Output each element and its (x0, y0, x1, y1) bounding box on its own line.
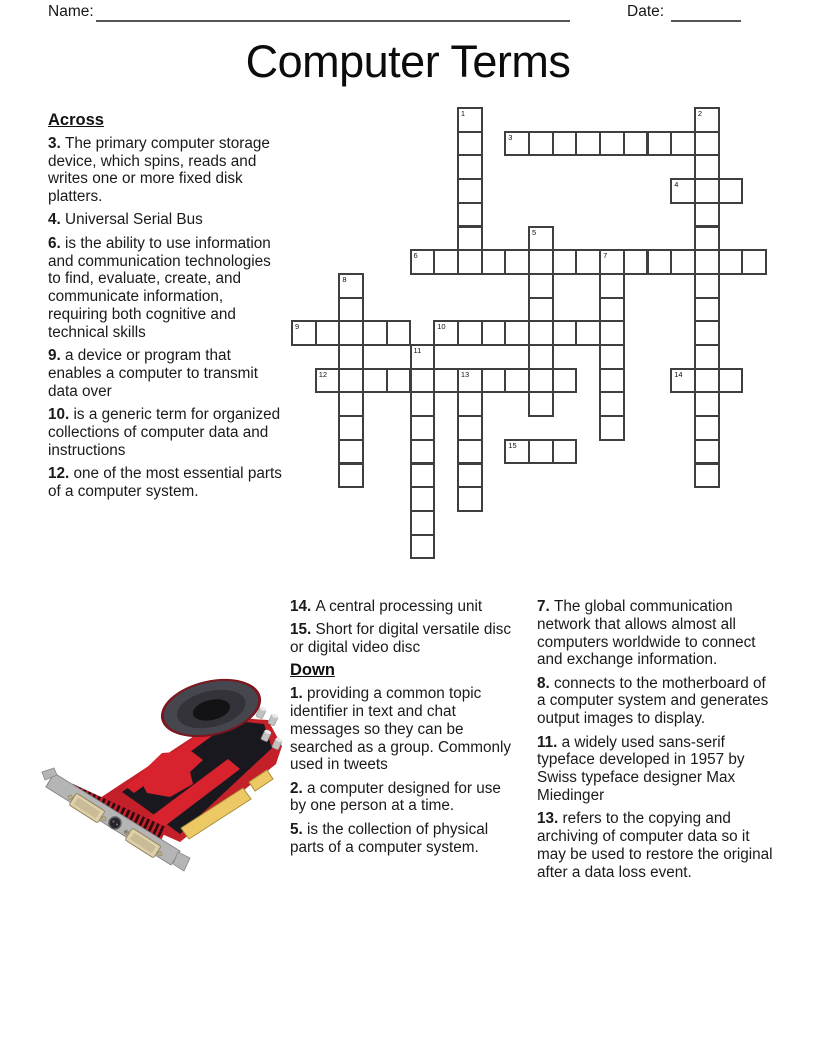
clue-number: 9. (48, 347, 66, 365)
clue-text: is the ability to use information and communication technologies to find, evaluate, create, and communicate information, requiring both cognitive and technical skills (48, 234, 271, 341)
grid-cell[interactable] (457, 368, 483, 394)
clue-text: Universal Serial Bus (65, 211, 203, 229)
grid-cell[interactable] (338, 273, 364, 299)
clue-number: 8. (537, 674, 555, 692)
grid-cell[interactable] (575, 131, 601, 157)
grid-cell[interactable] (718, 249, 744, 275)
grid-cell[interactable] (410, 368, 436, 394)
clue-text: Short for digital versatile disc or digital video disc (290, 621, 512, 657)
grid-cell[interactable] (599, 249, 625, 275)
grid-cell[interactable] (457, 415, 483, 441)
cell-number: 14 (674, 369, 683, 379)
clue-text: connects to the motherboard of a computer system and generates output images to display. (537, 674, 769, 728)
clue-text: a device or program that enables a computer to transmit data over (48, 347, 259, 400)
clue-text: The primary computer storage device, which spins, reads and writes one or more fixed disk platters. (48, 134, 270, 206)
grid-cell[interactable] (410, 510, 436, 536)
grid-cell[interactable] (457, 249, 483, 275)
clue-item (537, 675, 775, 728)
gpu-svideo-port (109, 817, 121, 829)
crossword-grid (291, 107, 768, 560)
grid-cell[interactable] (623, 249, 649, 275)
clue-column-down (537, 598, 775, 887)
grid-cell[interactable] (552, 131, 578, 157)
grid-cell[interactable] (647, 249, 673, 275)
page-title: Computer Terms (245, 36, 571, 87)
grid-cell[interactable] (694, 415, 720, 441)
grid-cell[interactable] (457, 463, 483, 489)
grid-cell[interactable] (599, 415, 625, 441)
grid-cell[interactable] (338, 368, 364, 394)
clue-item (48, 135, 283, 206)
grid-cell[interactable] (291, 320, 317, 346)
grid-cell[interactable] (528, 131, 554, 157)
grid-cell[interactable] (457, 202, 483, 228)
grid-cell[interactable] (575, 320, 601, 346)
grid-cell[interactable] (457, 439, 483, 465)
cell-number: 1 (460, 109, 466, 118)
grid-cell[interactable] (528, 368, 554, 394)
grid-cell[interactable] (528, 297, 554, 323)
grid-cell[interactable] (338, 439, 364, 465)
clue-item (537, 734, 775, 805)
clue-item (48, 465, 283, 501)
grid-cell[interactable] (481, 320, 507, 346)
clue-number: 1. (290, 685, 308, 703)
name-label: Name: (48, 3, 94, 20)
grid-cell[interactable] (338, 415, 364, 441)
grid-cell[interactable] (410, 486, 436, 512)
clue-text: one of the most essential parts of a computer system. (48, 464, 282, 500)
clue-number: 10. (48, 405, 74, 423)
grid-cell[interactable] (528, 439, 554, 465)
grid-cell[interactable] (481, 249, 507, 275)
grid-cell[interactable] (362, 320, 388, 346)
grid-cell[interactable] (670, 368, 696, 394)
grid-cell[interactable] (694, 202, 720, 228)
grid-cell[interactable] (410, 344, 436, 370)
cell-number: 11 (413, 346, 422, 355)
grid-cell[interactable] (504, 320, 530, 346)
grid-cell[interactable] (599, 297, 625, 323)
grid-cell[interactable] (528, 391, 554, 417)
clue-section-heading: Down (290, 661, 335, 680)
clue-item (48, 406, 283, 459)
grid-cell[interactable] (362, 368, 388, 394)
grid-cell[interactable] (599, 344, 625, 370)
grid-cell[interactable] (504, 368, 530, 394)
cell-number: 3 (508, 132, 513, 142)
clue-item (48, 235, 283, 342)
clue-item (48, 347, 283, 400)
grid-cell[interactable] (694, 273, 720, 299)
grid-cell[interactable] (457, 391, 483, 417)
grid-cell[interactable] (599, 391, 625, 417)
clue-text: a computer designed for use by one person at a time. (290, 779, 501, 815)
grid-cell[interactable] (599, 320, 625, 346)
clue-text: is a generic term for organized collections of computer data and instructions (48, 405, 281, 459)
clue-number: 7. (537, 598, 555, 615)
grid-cell[interactable] (433, 368, 459, 394)
cell-number: 2 (697, 109, 703, 118)
grid-cell[interactable] (694, 439, 720, 465)
clue-number: 14. (290, 598, 316, 615)
grid-cell[interactable] (338, 320, 364, 346)
grid-cell[interactable] (457, 178, 483, 204)
grid-cell[interactable] (457, 320, 483, 346)
clue-column-across (48, 111, 283, 506)
clue-text: providing a common topic identifier in text and chat messages so they can be searched as a group. Commonly used in tweets (290, 685, 512, 774)
grid-cell[interactable] (410, 463, 436, 489)
grid-cell[interactable] (338, 391, 364, 417)
grid-cell[interactable] (599, 273, 625, 299)
grid-cell[interactable] (694, 320, 720, 346)
grid-cell[interactable] (694, 297, 720, 323)
clue-number: 5. (290, 820, 308, 838)
grid-cell[interactable] (552, 320, 578, 346)
clue-number: 11. (537, 733, 562, 751)
grid-cell[interactable] (694, 391, 720, 417)
clue-number: 15. (290, 621, 316, 639)
cell-number: 7 (603, 251, 608, 261)
grid-cell[interactable] (552, 249, 578, 275)
grid-cell[interactable] (410, 249, 436, 275)
clue-item (290, 780, 520, 816)
grid-cell[interactable] (528, 320, 554, 346)
date-input-line[interactable] (671, 2, 741, 22)
grid-cell[interactable] (528, 226, 554, 252)
grid-cell[interactable] (670, 178, 696, 204)
grid-cell[interactable] (410, 534, 436, 560)
grid-cell[interactable] (718, 178, 744, 204)
grid-cell[interactable] (481, 368, 507, 394)
grid-cell[interactable] (599, 368, 625, 394)
grid-cell[interactable] (623, 131, 649, 157)
cell-number: 6 (413, 251, 418, 261)
clue-item (537, 810, 775, 881)
clue-number: 2. (290, 779, 308, 797)
clue-item (290, 821, 520, 857)
grid-cell[interactable] (457, 107, 483, 133)
clue-item (290, 685, 520, 774)
grid-cell[interactable] (386, 368, 412, 394)
grid-cell[interactable] (433, 320, 459, 346)
clue-text: A central processing unit (315, 598, 483, 615)
grid-cell[interactable] (433, 249, 459, 275)
date-label: Date: (627, 3, 665, 20)
grid-cell[interactable] (315, 368, 341, 394)
cell-number: 15 (508, 440, 517, 450)
grid-cell[interactable] (694, 344, 720, 370)
grid-cell[interactable] (338, 297, 364, 323)
grid-cell[interactable] (410, 415, 436, 441)
clue-item (290, 598, 520, 616)
grid-cell[interactable] (315, 320, 341, 346)
graphics-card-icon (30, 656, 290, 890)
clue-text: The global communication network that allows almost all computers worldwide to connect and exchange information. (537, 598, 756, 669)
clue-number: 3. (48, 134, 66, 152)
grid-cell[interactable] (694, 368, 720, 394)
clue-number: 13. (537, 810, 563, 828)
grid-cell[interactable] (670, 131, 696, 157)
clue-number: 6. (48, 234, 66, 252)
grid-cell[interactable] (338, 344, 364, 370)
grid-cell[interactable] (694, 463, 720, 489)
clue-text: a widely used sans-serif typeface developed in 1957 by Swiss typeface designer Max Miedinger (537, 733, 745, 804)
grid-cell[interactable] (718, 368, 744, 394)
grid-cell[interactable] (694, 107, 720, 133)
clue-text: refers to the copying and archiving of computer data so it may be used to restore the original after a data loss event. (537, 810, 773, 881)
grid-cell[interactable] (670, 249, 696, 275)
clue-item (290, 621, 520, 657)
name-input-line[interactable] (96, 2, 570, 22)
clue-section-heading: Across (48, 111, 104, 129)
grid-cell[interactable] (694, 131, 720, 157)
grid-cell[interactable] (457, 226, 483, 252)
clue-number: 4. (48, 211, 66, 229)
grid-cell[interactable] (504, 439, 530, 465)
clue-text: is the collection of physical parts of a computer system. (290, 820, 489, 856)
grid-cell[interactable] (410, 391, 436, 417)
cell-number: 5 (532, 227, 537, 237)
grid-cell[interactable] (575, 249, 601, 275)
grid-cell[interactable] (410, 439, 436, 465)
grid-cell[interactable] (457, 154, 483, 180)
grid-cell[interactable] (552, 439, 578, 465)
cell-number: 13 (460, 369, 470, 379)
cell-number: 12 (318, 369, 328, 379)
clue-column-middle (290, 598, 520, 862)
grid-cell[interactable] (528, 344, 554, 370)
grid-cell[interactable] (504, 131, 530, 157)
grid-cell[interactable] (504, 249, 530, 275)
grid-cell[interactable] (694, 249, 720, 275)
grid-cell[interactable] (528, 249, 554, 275)
grid-cell[interactable] (694, 154, 720, 180)
grid-cell[interactable] (457, 486, 483, 512)
grid-cell[interactable] (694, 226, 720, 252)
grid-cell[interactable] (694, 178, 720, 204)
grid-cell[interactable] (386, 320, 412, 346)
cell-number: 8 (342, 274, 347, 284)
grid-cell[interactable] (741, 249, 767, 275)
cell-number: 4 (674, 180, 679, 190)
grid-cell[interactable] (647, 131, 673, 157)
grid-cell[interactable] (599, 131, 625, 157)
grid-cell[interactable] (338, 463, 364, 489)
cell-number: 9 (295, 322, 300, 332)
grid-cell[interactable] (528, 273, 554, 299)
grid-cell[interactable] (552, 368, 578, 394)
clue-number: 12. (48, 464, 74, 482)
grid-cell[interactable] (457, 131, 483, 157)
clue-item (537, 598, 775, 669)
clue-item (48, 211, 283, 229)
cell-number: 10 (437, 322, 446, 332)
graphics-card-image (30, 656, 290, 890)
